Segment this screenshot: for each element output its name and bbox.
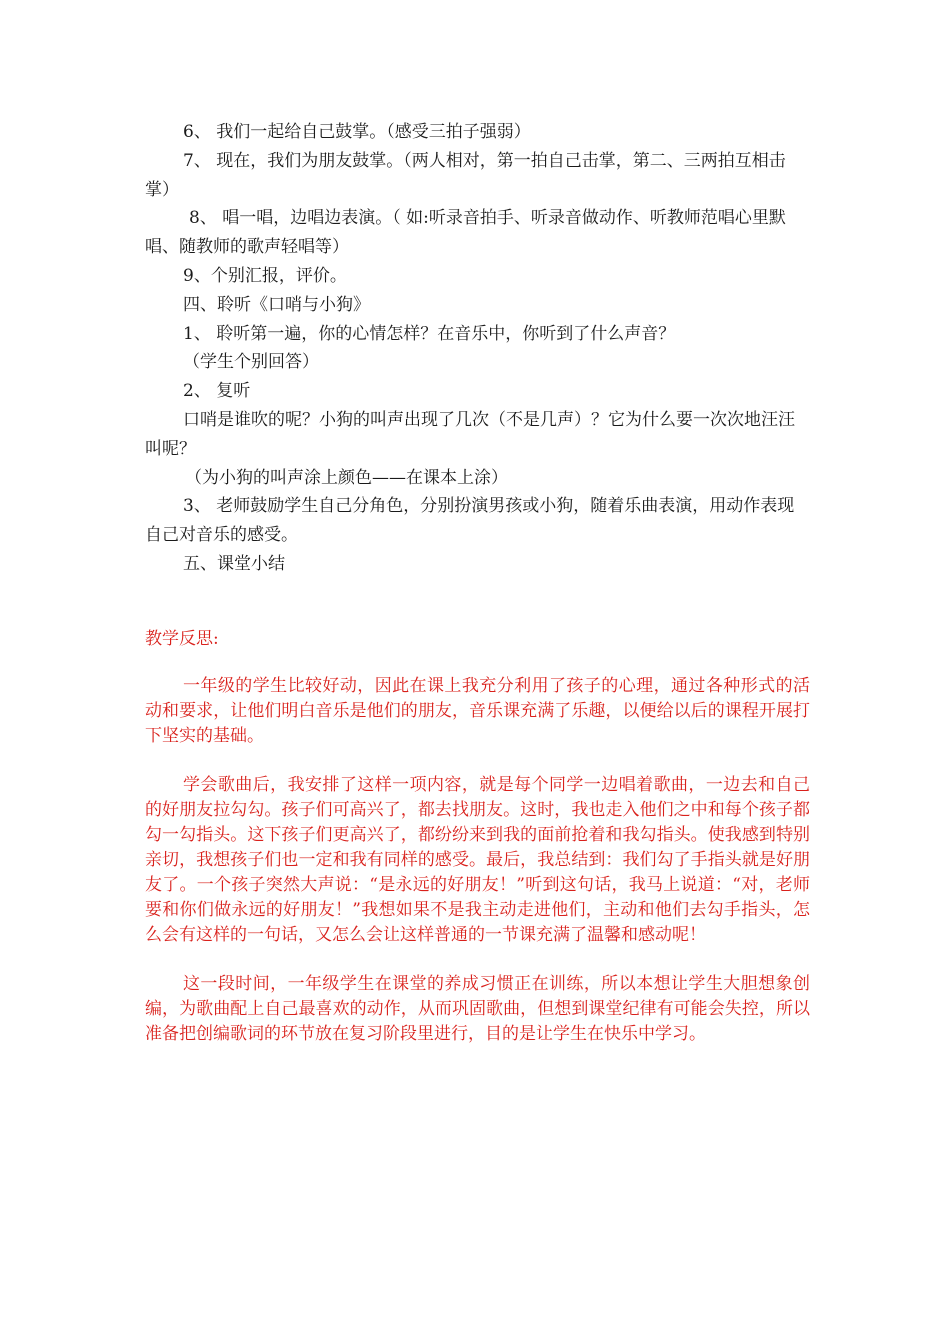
section-four-heading: 四、聆听《口哨与小狗》 — [183, 294, 370, 315]
lesson-steps — [145, 118, 810, 579]
reflection-paragraph-1: 一年级的学生比较好动，因此在课上我充分利用了孩子的心理，通过各种形式的活动和要求，让他们明白音乐是他们的朋友，音乐课充满了乐趣，以便给以后的课程开展打下坚实的基础。 — [145, 676, 810, 746]
step-7: 7、 现在，我们为朋友鼓掌。（两人相对，第一拍自己击掌，第二、三两拍互相击掌） — [145, 150, 786, 200]
reflection-paragraph-2: 学会歌曲后，我安排了这样一项内容，就是每个同学一边唱着歌曲，一边去和自己的好朋友拉勾勾。孩子们可高兴了，都去找朋友。这时，我也走入他们之中和每个孩子都勾一勾指头。这下孩子们更高兴了，都纷纷来到我的面前抢着和我勾指头。使我感到特别亲切，我想孩子们也一定和我有同样的感受。最后，我总结到：我们勾了手指头就是好朋友了。一个孩子突然大声说：“是永远的好朋友！”听到这句话，我马上说道：“对，老师要和你们做永远的好朋友！”我想如果不是我主动走进他们，主动和他们去勾手指头，怎么会有这样的一句话，又怎么会让这样普通的一节课充满了温馨和感动呢！ — [145, 775, 810, 945]
listen-step-2: 2、 复听 — [183, 381, 251, 402]
step-9: 9、个别汇报，评价。 — [183, 265, 347, 286]
listen-step-1-note: （学生个别回答） — [183, 352, 319, 373]
section-five-heading: 五、课堂小结 — [183, 553, 285, 574]
reflection-title: 教学反思: — [145, 629, 219, 649]
step-8: 8、 唱一唱，边唱边表演。（ 如:听录音拍手、听录音做动作、听教师范唱心里默唱、随教师的歌声轻唱等） — [145, 208, 786, 258]
listen-step-1: 1、 聆听第一遍，你的心情怎样？在音乐中，你听到了什么声音？ — [183, 323, 676, 344]
listen-step-2-question: 口哨是谁吹的呢？小狗的叫声出现了几次（不是几声）？它为什么要一次次地汪汪叫呢？ — [145, 409, 795, 459]
reflection-paragraph-3: 这一段时间，一年级学生在课堂的养成习惯正在训练，所以本想让学生大胆想象创编，为歌曲配上自己最喜欢的动作，从而巩固歌曲，但想到课堂纪律有可能会失控，所以准备把创编歌词的环节放在复习阶段里进行，目的是让学生在快乐中学习。 — [145, 974, 810, 1044]
step-6: 6、 我们一起给自己鼓掌。（感受三拍子强弱） — [183, 122, 531, 142]
teaching-reflection — [145, 626, 810, 1071]
listen-step-2-note: （为小狗的叫声涂上颜色——在课本上涂） — [185, 467, 508, 488]
listen-step-3: 3、 老师鼓励学生自己分角色，分别扮演男孩或小狗，随着乐曲表演，用动作表现自己对音乐的感受。 — [145, 496, 795, 546]
